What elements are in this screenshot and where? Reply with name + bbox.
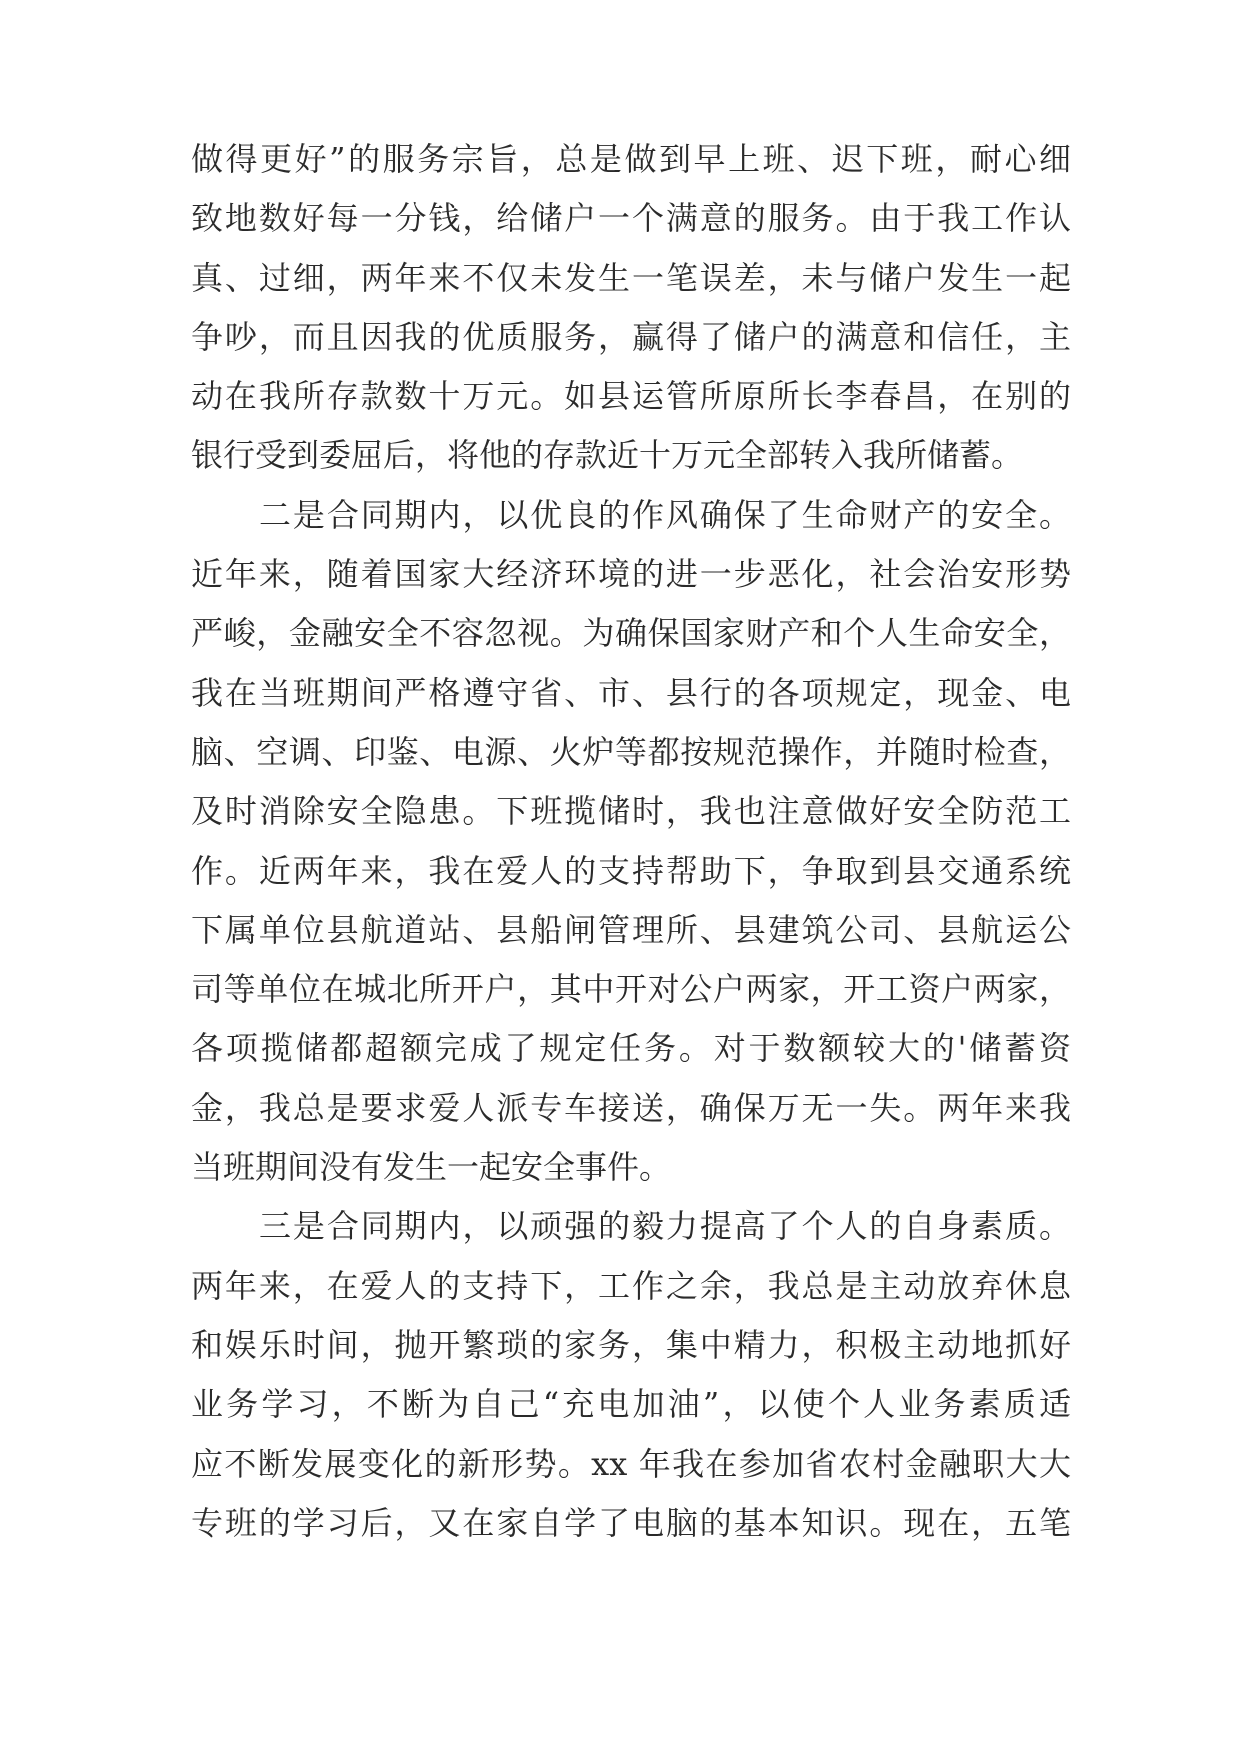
text-line: 两年来，在爱人的支持下，工作之余，我总是主动放弃休息 [191,1266,1071,1305]
text-line: 致地数好每一分钱，给储户一个满意的服务。由于我工作认 [191,199,1071,238]
text-line: 近年来，随着国家大经济环境的进一步恶化，社会治安形势 [191,555,1071,594]
text-line: 及时消除安全隐患。下班揽储时，我也注意做好安全防范工 [191,792,1071,831]
text-line: 做得更好”的服务宗旨，总是做到早上班、迟下班，耐心细 [191,140,1071,178]
text-line: 脑、空调、印鉴、电源、火炉等都按规范操作，并随时检查， [191,732,1071,771]
text-line: 应不断发展变化的新形势。xx 年我在参加省农村金融职大大 [191,1444,1071,1483]
text-line: 银行受到委屈后，将他的存款近十万元全部转入我所储蓄。 [191,436,1024,475]
text-line: 业务学习，不断为自己“充电加油”，以使个人业务素质适 [191,1385,1071,1424]
paragraph-start-line: 三是合同期内，以顽强的毅力提高了个人的自身素质。 [259,1207,1071,1246]
text-line: 我在当班期间严格遵守省、市、县行的各项规定，现金、电 [191,673,1071,712]
text-line: 当班期间没有发生一起安全事件。 [191,1148,672,1187]
text-line: 下属单位县航道站、县船闸管理所、县建筑公司、县航运公 [191,910,1071,949]
paragraph-start-line: 二是合同期内，以优良的作风确保了生命财产的安全。 [259,495,1071,534]
text-line: 和娱乐时间，抛开繁琐的家务，集中精力，积极主动地抓好 [191,1325,1071,1364]
text-line: 真、过细，两年来不仅未发生一笔误差，未与储户发生一起 [191,258,1071,297]
text-line: 动在我所存款数十万元。如县运管所原所长李春昌，在别的 [191,377,1071,416]
text-line: 金，我总是要求爱人派专车接送，确保万无一失。两年来我 [191,1088,1071,1127]
text-line: 争吵，而且因我的优质服务，赢得了储户的满意和信任，主 [191,317,1071,356]
text-line: 专班的学习后，又在家自学了电脑的基本知识。现在，五笔 [191,1503,1071,1542]
body-text [191,130,1071,1553]
text-line: 作。近两年来，我在爱人的支持帮助下，争取到县交通系统 [191,851,1071,890]
text-line: 严峻，金融安全不容忽视。为确保国家财产和个人生命安全， [191,614,1071,653]
text-line: 司等单位在城北所开户，其中开对公户两家，开工资户两家， [191,970,1071,1009]
text-line: 各项揽储都超额完成了规定任务。对于数额较大的'储蓄资 [191,1029,1071,1068]
